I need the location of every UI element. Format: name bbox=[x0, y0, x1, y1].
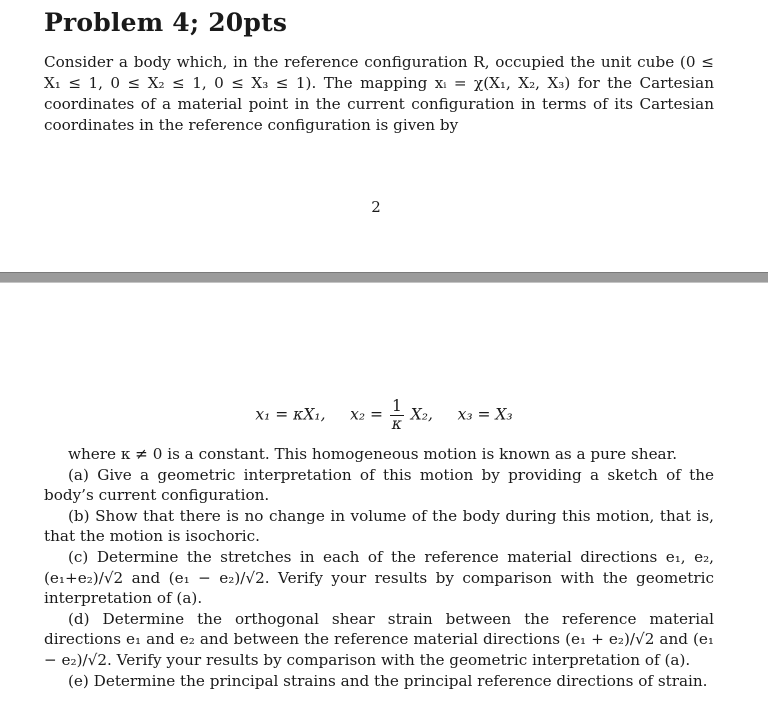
fraction-numerator: 1 bbox=[391, 397, 402, 415]
page-separator bbox=[0, 272, 768, 283]
equation-x3: x₃ = X₃ bbox=[457, 405, 513, 424]
part-d: (d) Determine the orthogonal shear strain between the reference material directions e₁ and e₂ and between the reference material directions (e₁ + e₂)/√2 and (e₁ − e₂)/√2. Verify your results by comparison with the geometric interpretation of (a). bbox=[44, 609, 714, 669]
equation-fraction bbox=[390, 398, 404, 433]
problem-parts bbox=[44, 444, 714, 691]
part-b: (b) Show that there is no change in volume of the body during this motion, that is, that the motion is isochoric. bbox=[44, 506, 714, 546]
page-number: 2 bbox=[371, 198, 381, 216]
equation-x2-rhs: X₂, bbox=[410, 405, 433, 424]
part-c: (c) Determine the stretches in each of the reference material directions e₁, e₂, (e₁+e₂)/√2 and (e₁ − e₂)/√2. Verify your results by comparison with the geometric interpretation of (a). bbox=[44, 547, 714, 608]
problem-intro: Consider a body which, in the reference configuration R, occupied the unit cube (0 ≤ X₁ ≤ 1, 0 ≤ X₂ ≤ 1, 0 ≤ X₃ ≤ 1). The mapping xᵢ = χ(X₁, X₂, X₃) for the Cartesian coordinates of a material point in the current configuration in terms of its Cartesian coordinates in the reference configuration is given by bbox=[44, 53, 714, 134]
part-a: (a) Give a geometric interpretation of this motion by providing a sketch of the body’s current configuration. bbox=[44, 465, 714, 505]
part-e: (e) Determine the principal strains and the principal reference directions of strain. bbox=[68, 671, 708, 690]
constant-note: where κ ≠ 0 is a constant. This homogeneous motion is known as a pure shear. bbox=[68, 445, 678, 463]
equation-x1: x₁ = κX₁, bbox=[255, 405, 326, 424]
page-top bbox=[0, 0, 768, 272]
motion-equation bbox=[0, 398, 768, 433]
equation-x2-lhs: x₂ = bbox=[350, 405, 384, 424]
problem-title: Problem 4; 20pts bbox=[44, 8, 288, 37]
fraction-denominator: κ bbox=[391, 415, 402, 433]
